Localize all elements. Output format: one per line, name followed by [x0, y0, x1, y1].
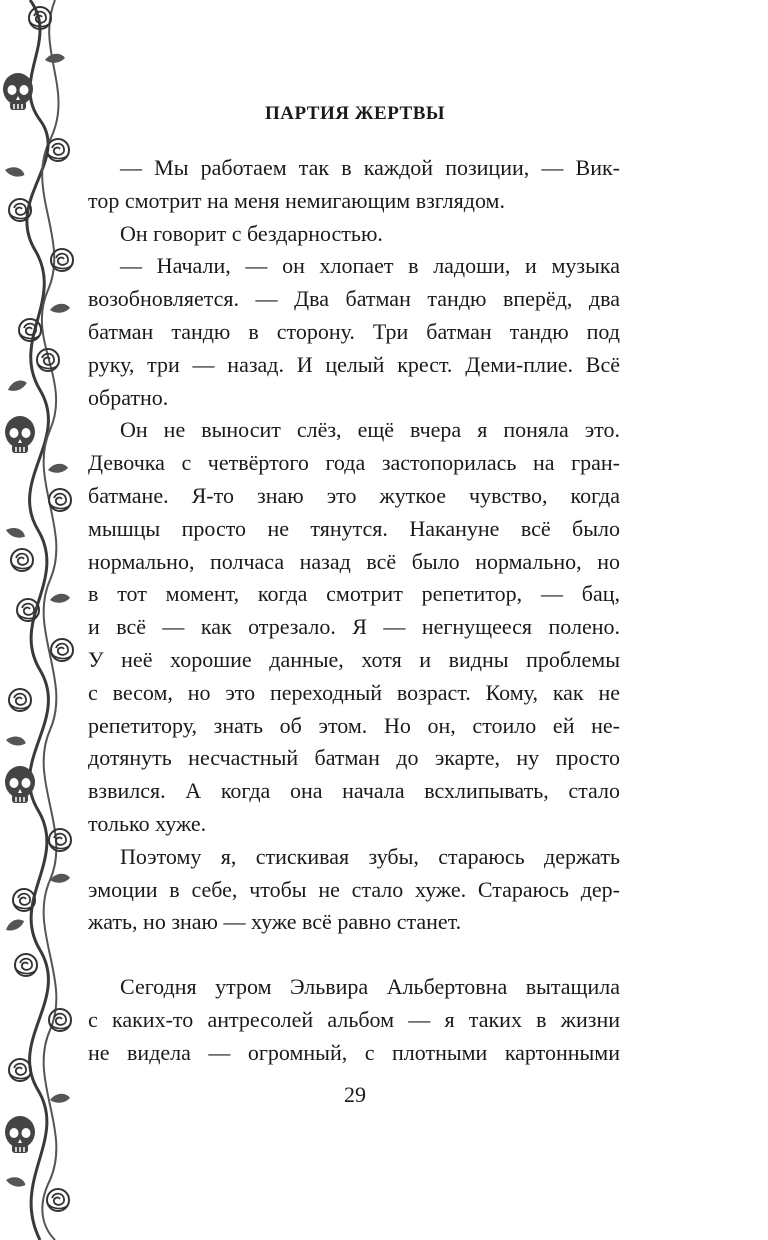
text-line: Он не выносит слёз, ещё вчера я поняла это.: [120, 417, 620, 443]
text-line: Он говорит с бездарностью.: [120, 220, 383, 246]
text-line: тор смотрит на меня немигающим взглядом.: [88, 187, 505, 213]
text-line: жать, но знаю — хуже всё равно станет.: [88, 909, 462, 935]
text-line: эмоции в себе, чтобы не стало хуже. Стараюсь дер-: [88, 876, 620, 902]
page-number: 29: [344, 1082, 366, 1107]
text-line: дотянуть несчастный батман до экарте, ну просто: [88, 745, 620, 771]
text-line: в тот момент, когда смотрит репетитор, — бац,: [88, 581, 620, 607]
text-line: Девочка с четвёртого года застопорилась на гран-: [88, 450, 620, 476]
text-line: и всё — как отрезало. Я — негнущееся полено.: [88, 614, 620, 640]
text-line: репетитору, знать об этом. Но он, стоило ей не-: [88, 712, 620, 738]
paragraph: [88, 250, 620, 414]
text-line: мышцы просто не тянутся. Накануне всё было: [88, 515, 620, 541]
paragraph: [88, 152, 620, 218]
text-line: батман тандю в сторону. Три батман тандю под: [88, 318, 620, 344]
text-line: — Мы работаем так в каждой позиции, — Вик-: [120, 155, 620, 180]
text-line: не видела — огромный, с плотными картонными: [88, 1039, 620, 1065]
text-line: нормально, полчаса назад всё было нормально, но: [88, 548, 620, 574]
text-line: Сегодня утром Эльвира Альбертовна вытащила: [120, 974, 620, 1000]
text-line: руку, три — назад. И целый крест. Деми-плие. Всё: [88, 351, 620, 377]
paragraph: [88, 841, 620, 939]
text-line: — Начали, — он хлопает в ладоши, и музыка: [120, 253, 620, 279]
running-head: ПАРТИЯ ЖЕРТВЫ: [264, 103, 446, 124]
text-line: только хуже.: [88, 810, 207, 836]
decorative-border: [0, 0, 84, 1240]
paragraph: [88, 414, 620, 840]
text-line: батмане. Я-то знаю это жуткое чувство, когда: [88, 482, 620, 508]
text-line: У неё хорошие данные, хотя и видны проблемы: [88, 646, 620, 672]
text-line: возобновляется. — Два батман тандю вперёд, два: [88, 286, 620, 312]
text-line: обратно.: [88, 384, 169, 410]
paragraph: [88, 218, 620, 251]
body-text: [88, 152, 620, 1070]
text-line: с весом, но это переходный возраст. Кому, как не: [88, 679, 620, 705]
section-break: [88, 939, 620, 971]
text-line: с каких-то антресолей альбом — я таких в жизни: [88, 1006, 620, 1032]
text-line: взвился. А когда она начала всхлипывать, стало: [88, 778, 620, 804]
text-line: Поэтому я, стискивая зубы, стараюсь держать: [120, 843, 620, 869]
paragraph: [88, 971, 620, 1069]
